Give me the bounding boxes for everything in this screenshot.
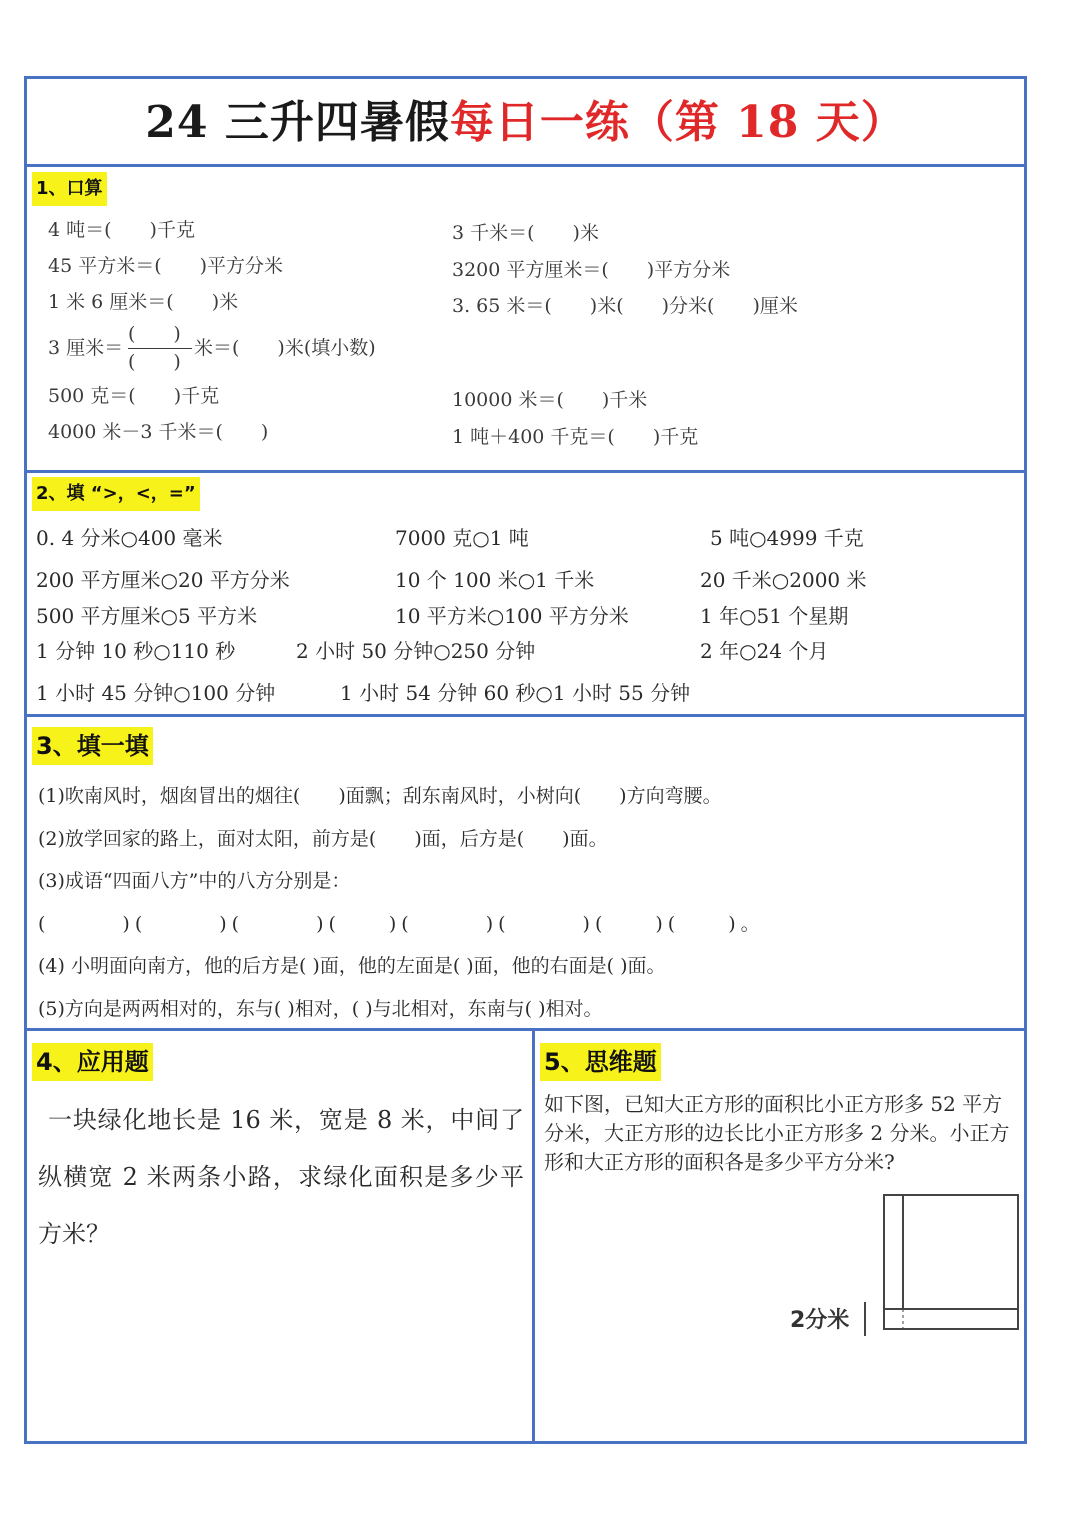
fill-line: (4) 小明面向南方，他的后方是( )面，他的左面是( )面，他的右面是( )面。 [38, 955, 666, 977]
divider [27, 1028, 1024, 1031]
oral-item: 3200 平方厘米＝( )平方分米 [452, 259, 731, 281]
fill-line: ( )( )( )( )( )( )( )( )。 [38, 913, 765, 935]
column-divider [532, 1031, 535, 1441]
fill-line: (2)放学回家的路上，面对太阳，前方是( )面，后方是( )面。 [38, 828, 608, 850]
oral-item: 4000 米－3 千米＝( ) [48, 421, 269, 443]
compare-item: 0. 4 分米○400 毫米 [36, 526, 223, 550]
compare-item: 2 小时 50 分钟○250 分钟 [296, 639, 536, 663]
section4-heading: 4、应用题 [32, 1043, 153, 1081]
fill-line: (5)方向是两两相对的，东与( )相对，( )与北相对，东南与( )相对。 [38, 998, 603, 1020]
oral-item: 10000 米＝( )千米 [452, 389, 648, 411]
section1-heading: 1、口算 [32, 172, 107, 206]
compare-item: 1 小时 45 分钟○100 分钟 [36, 681, 276, 705]
oral-item: 500 克＝( )千克 [48, 385, 220, 407]
compare-item: 500 平方厘米○5 平方米 [36, 604, 258, 628]
fraction-numerator: ( ) [128, 323, 181, 345]
fill-line: (3)成语“四面八方”中的八方分别是： [38, 870, 351, 892]
compare-item: 5 吨○4999 千克 [710, 526, 864, 550]
application-problem: 一块绿化地长是 16 米，宽是 8 米，中间了纵横宽 2 米两条小路，求绿化面积是多少平方米？ [38, 1106, 524, 1248]
oral-item: 4 吨＝( )千克 [48, 219, 195, 241]
compare-item: 10 平方米○100 平方分米 [395, 604, 629, 628]
divider [27, 164, 1024, 167]
fill-line: (1)吹南风时，烟囱冒出的烟往( )面飘；刮东南风时，小树向( )方向弯腰。 [38, 785, 722, 807]
compare-item: 1 分钟 10 秒○110 秒 [36, 639, 236, 663]
title-grade: 24 三升四暑假 [145, 97, 450, 148]
squares-figure [860, 1190, 1024, 1336]
figure-label: 2分米 [790, 1308, 850, 1333]
fraction-denominator: ( ) [128, 351, 181, 373]
compare-item: 2 年○24 个月 [700, 639, 829, 663]
compare-item: 10 个 100 米○1 千米 [395, 568, 595, 592]
oral-item: 1 吨＋400 千克＝( )千克 [452, 426, 699, 448]
divider [27, 714, 1024, 717]
fraction-bar [128, 348, 192, 349]
section3-heading: 3、填一填 [32, 727, 153, 765]
fraction [128, 324, 192, 374]
page-title [27, 95, 1024, 151]
thinking-problem: 如下图，已知大正方形的面积比小正方形多 52 平方分米，大正方形的边长比小正方形多 2 分米。小正方形和大正方形的面积各是多少平方分米? [544, 1092, 1010, 1174]
compare-item: 1 年○51 个星期 [700, 604, 849, 628]
title-day: 每日一练（第 18 天） [449, 97, 906, 148]
fraction-prefix: 3 厘米＝ [48, 337, 124, 359]
title-box [27, 79, 1024, 166]
compare-item: 20 千米○2000 米 [700, 568, 867, 592]
compare-item: 200 平方厘米○20 平方分米 [36, 568, 290, 592]
oral-item: 3 千米＝( )米 [452, 222, 599, 244]
oral-item: 3. 65 米＝( )米( )分米( )厘米 [452, 295, 798, 317]
divider [27, 470, 1024, 473]
oral-item: 45 平方米＝( )平方分米 [48, 255, 284, 277]
section2-heading: 2、填 “>，<，=” [32, 477, 200, 511]
fraction-suffix: 米＝( )米(填小数) [194, 337, 376, 359]
section5-heading: 5、思维题 [540, 1043, 661, 1081]
compare-item: 7000 克○1 吨 [395, 526, 529, 550]
compare-item: 1 小时 54 分钟 60 秒○1 小时 55 分钟 [340, 681, 691, 705]
oral-item: 1 米 6 厘米＝( )米 [48, 291, 239, 313]
